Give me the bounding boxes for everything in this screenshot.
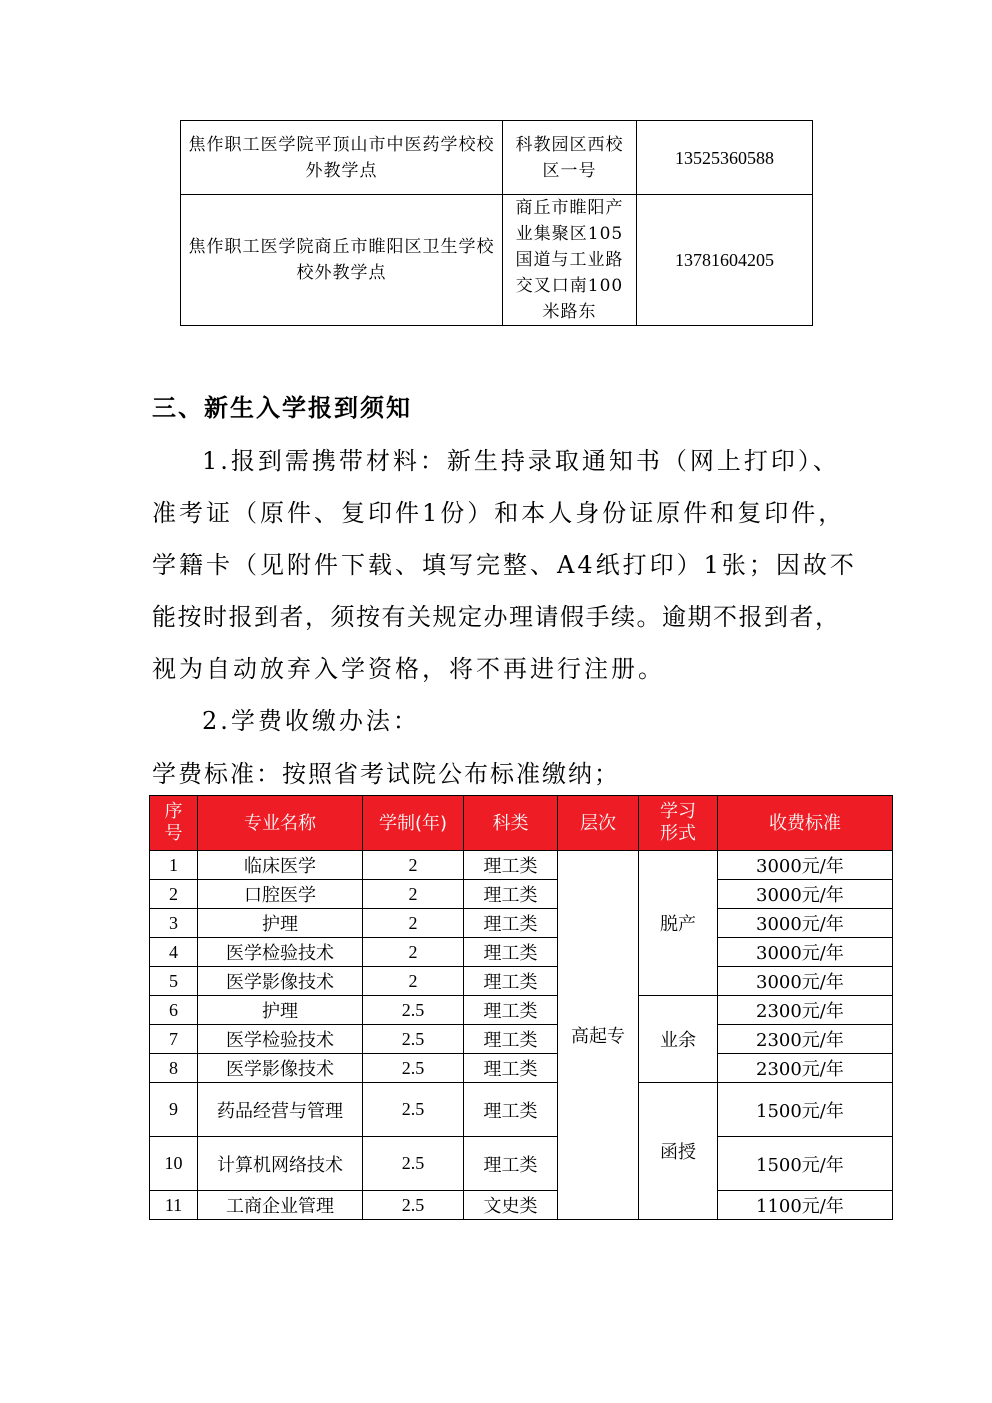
row-major: 口腔医学: [198, 880, 363, 909]
row-fee: 1100元/年: [718, 1191, 893, 1220]
row-years: 2: [363, 938, 464, 967]
row-no: 1: [150, 851, 198, 880]
row-major: 护理: [198, 996, 363, 1025]
header-major: 专业名称: [198, 796, 363, 851]
site-name: 焦作职工医学院平顶山市中医药学校校外教学点: [181, 121, 503, 195]
table-row: [150, 1083, 893, 1137]
row-fee: 3000元/年: [718, 967, 893, 996]
row-major: 工商企业管理: [198, 1191, 363, 1220]
row-no: 5: [150, 967, 198, 996]
site-phone: 13781604205: [637, 195, 813, 326]
site-address: 商丘市睢阳产业集聚区105国道与工业路交叉口南100米路东: [503, 195, 637, 326]
table-row: [150, 1025, 893, 1054]
row-category: 理工类: [464, 1137, 558, 1191]
table-row: [150, 938, 893, 967]
item1-line1: 1.报到需携带材料：新生持录取通知书（网上打印）、: [202, 447, 840, 475]
row-major: 护理: [198, 909, 363, 938]
row-major: 医学影像技术: [198, 967, 363, 996]
header-mode: 学习形式: [639, 796, 718, 851]
row-years: 2: [363, 967, 464, 996]
mode-fulltime: 脱产: [639, 851, 718, 996]
fee-table-header: [150, 796, 893, 851]
row-fee: 3000元/年: [718, 909, 893, 938]
item1-line2: 准考证（原件、复印件1份）和本人身份证原件和复印件，: [152, 499, 846, 527]
table-row: [150, 967, 893, 996]
table-row: [150, 1054, 893, 1083]
row-category: 理工类: [464, 1054, 558, 1083]
row-fee: 2300元/年: [718, 996, 893, 1025]
row-category: 文史类: [464, 1191, 558, 1220]
table-row: [150, 1137, 893, 1191]
table-row: [150, 880, 893, 909]
item1-line3: 学籍卡（见附件下载、填写完整、A4纸打印）1张；因故不: [152, 551, 857, 579]
row-major: 计算机网络技术: [198, 1137, 363, 1191]
row-no: 3: [150, 909, 198, 938]
row-years: 2: [363, 909, 464, 938]
row-category: 理工类: [464, 1025, 558, 1054]
row-major: 临床医学: [198, 851, 363, 880]
row-major: 药品经营与管理: [198, 1083, 363, 1137]
mode-correspondence: 函授: [639, 1083, 718, 1220]
row-fee: 2300元/年: [718, 1054, 893, 1083]
site-name: 焦作职工医学院商丘市睢阳区卫生学校校外教学点: [181, 195, 503, 326]
row-years: 2.5: [363, 1083, 464, 1137]
row-category: 理工类: [464, 909, 558, 938]
header-level: 层次: [558, 796, 639, 851]
item1-line5: 视为自动放弃入学资格，将不再进行注册。: [152, 655, 665, 683]
row-no: 8: [150, 1054, 198, 1083]
row-category: 理工类: [464, 880, 558, 909]
item1-line4: 能按时报到者，须按有关规定办理请假手续。逾期不报到者，: [152, 603, 841, 631]
fee-table: [149, 795, 893, 1220]
row-years: 2.5: [363, 1054, 464, 1083]
table-row: [150, 851, 893, 880]
row-no: 10: [150, 1137, 198, 1191]
level-cell: 高起专: [558, 851, 639, 1220]
section-heading: 三、新生入学报到须知: [152, 394, 412, 422]
row-category: 理工类: [464, 851, 558, 880]
row-category: 理工类: [464, 1083, 558, 1137]
row-major: 医学检验技术: [198, 938, 363, 967]
teaching-sites-table: [180, 120, 813, 326]
row-no: 9: [150, 1083, 198, 1137]
row-no: 7: [150, 1025, 198, 1054]
row-no: 4: [150, 938, 198, 967]
header-years: 学制(年): [363, 796, 464, 851]
row-fee: 3000元/年: [718, 851, 893, 880]
row-years: 2.5: [363, 1025, 464, 1054]
row-fee: 1500元/年: [718, 1083, 893, 1137]
header-no: 序号: [150, 796, 198, 851]
item2-title: 2.学费收缴办法：: [202, 707, 420, 735]
fee-standard-line: 学费标准：按照省考试院公布标准缴纳；: [152, 760, 620, 788]
site-address: 科教园区西校区一号: [503, 121, 637, 195]
header-category: 科类: [464, 796, 558, 851]
row-years: 2.5: [363, 1137, 464, 1191]
row-years: 2: [363, 880, 464, 909]
row-no: 2: [150, 880, 198, 909]
row-category: 理工类: [464, 967, 558, 996]
row-fee: 1500元/年: [718, 1137, 893, 1191]
mode-spare-time: 业余: [639, 996, 718, 1083]
row-fee: 3000元/年: [718, 938, 893, 967]
row-no: 6: [150, 996, 198, 1025]
row-category: 理工类: [464, 938, 558, 967]
row-years: 2: [363, 851, 464, 880]
row-fee: 3000元/年: [718, 880, 893, 909]
row-years: 2.5: [363, 1191, 464, 1220]
header-fee: 收费标准: [718, 796, 893, 851]
table-row: [181, 195, 813, 326]
table-row: [150, 909, 893, 938]
site-phone: 13525360588: [637, 121, 813, 195]
row-major: 医学检验技术: [198, 1025, 363, 1054]
table-row: [181, 121, 813, 195]
table-row: [150, 1191, 893, 1220]
row-fee: 2300元/年: [718, 1025, 893, 1054]
table-row: [150, 996, 893, 1025]
row-major: 医学影像技术: [198, 1054, 363, 1083]
row-years: 2.5: [363, 996, 464, 1025]
row-category: 理工类: [464, 996, 558, 1025]
row-no: 11: [150, 1191, 198, 1220]
